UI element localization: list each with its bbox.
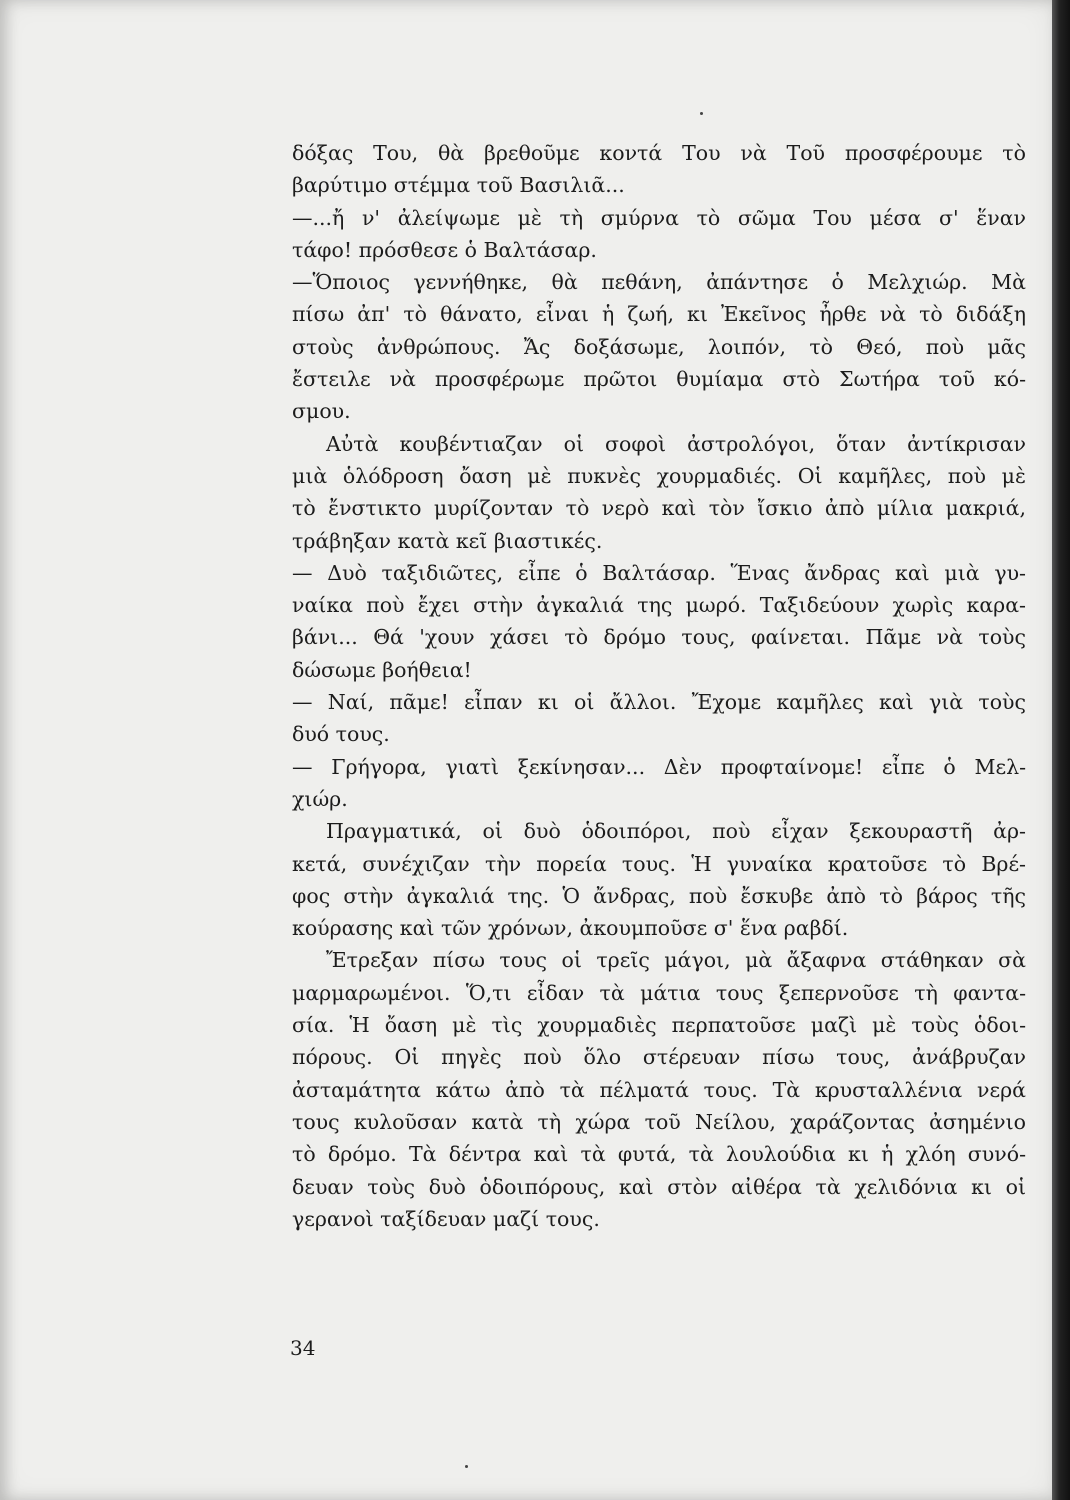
- text-line: κετά, συνέχιζαν τὴν πορεία τους. Ἡ γυναίκα κρατοῦσε τὸ Βρέ-: [292, 851, 1026, 876]
- text-line: ἔστειλε νὰ προσφέρωμε πρῶτοι θυμίαμα στὸ Σωτήρα τοῦ κό-: [292, 367, 1026, 392]
- text-line: πίσω ἀπ' τὸ θάνατο, εἶναι ἡ ζωή, κι Ἐκεῖνος ἦρθε νὰ τὸ διδάξη: [292, 302, 1026, 327]
- text-line: σμου.: [292, 399, 351, 424]
- text-line: τάφο! πρόσθεσε ὁ Βαλτάσαρ.: [292, 237, 597, 262]
- text-line: —...ἤ ν' ἀλείψωμε μὲ τὴ σμύρνα τὸ σῶμα Του μέσα σ' ἕναν: [292, 205, 1026, 230]
- text-line: τὸ ἔνστικτο μυρίζονταν τὸ νερὸ καὶ τὸν ἴσκιο ἀπὸ μίλια μακριά,: [292, 496, 1026, 521]
- text-line: ἀσταμάτητα κάτω ἀπὸ τὰ πέλματά τους. Τὰ κρυσταλλένια νερά: [292, 1077, 1026, 1102]
- text-line: ναίκα ποὺ ἔχει στὴν ἀγκαλιά της μωρό. Ταξιδεύουν χωρὶς καρα-: [292, 593, 1026, 618]
- text-line: χιώρ.: [292, 786, 348, 811]
- text-line: τράβηξαν κατὰ κεῖ βιαστικές.: [292, 528, 603, 553]
- text-line: σία. Ἡ ὄαση μὲ τὶς χουρμαδιὲς περπατοῦσε μαζὶ μὲ τοὺς ὁδοι-: [292, 1013, 1026, 1038]
- body-text: [292, 137, 1026, 1235]
- text-line: γερανοὶ ταξίδευαν μαζί τους.: [292, 1206, 600, 1231]
- text-line: —Ὅποιος γεννήθηκε, θὰ πεθάνη, ἀπάντησε ὁ Μελχιώρ. Μὰ: [292, 270, 1026, 295]
- text-line: — Γρήγορα, γιατὶ ξεκίνησαν... Δὲν προφταίνομε! εἶπε ὁ Μελ-: [292, 754, 1026, 779]
- text-line: — Ναί, πᾶμε! εἶπαν κι οἱ ἄλλοι. Ἔχομε καμῆλες καὶ γιὰ τοὺς: [292, 690, 1026, 715]
- text-line: βάνι... Θά 'χουν χάσει τὸ δρόμο τους, φαίνεται. Πᾶμε νὰ τοὺς: [292, 625, 1026, 650]
- text-line: πόρους. Οἱ πηγὲς ποὺ ὅλο στέρευαν πίσω τους, ἀνάβρυζαν: [292, 1045, 1026, 1070]
- text-line: μαρμαρωμένοι. Ὅ,τι εἶδαν τὰ μάτια τους ξεπερνοῦσε τὴ φαντα-: [292, 980, 1026, 1005]
- text-line: δυό τους.: [292, 722, 390, 747]
- text-line: βαρύτιμο στέμμα τοῦ Βασιλιᾶ...: [292, 173, 625, 198]
- print-speck: [465, 1465, 468, 1468]
- text-line: δευαν τοὺς δυὸ ὁδοιπόρους, καὶ στὸν αἰθέρα τὰ χελιδόνια κι οἱ: [292, 1174, 1026, 1199]
- text-line: Αὐτὰ κουβέντιαζαν οἱ σοφοὶ ἀστρολόγοι, ὅταν ἀντίκρισαν: [326, 431, 1026, 456]
- text-line: μιὰ ὁλόδροση ὄαση μὲ πυκνὲς χουρμαδιές. Οἱ καμῆλες, ποὺ μὲ: [292, 463, 1026, 488]
- print-speck: [700, 112, 703, 115]
- text-line: Πραγματικά, οἱ δυὸ ὁδοιπόροι, ποὺ εἶχαν ξεκουραστῆ ἀρ-: [326, 819, 1026, 844]
- text-line: Ἔτρεξαν πίσω τους οἱ τρεῖς μάγοι, μὰ ἄξαφνα στάθηκαν σὰ: [326, 948, 1026, 973]
- text-line: τους κυλοῦσαν κατὰ τὴ χώρα τοῦ Νείλου, χαράζοντας ἀσημένιο: [292, 1109, 1026, 1134]
- text-line: κούρασης καὶ τῶν χρόνων, ἀκουμποῦσε σ' ἕνα ραβδί.: [292, 916, 849, 941]
- page-edge: [1052, 0, 1070, 1500]
- text-line: στοὺς ἀνθρώπους. Ἄς δοξάσωμε, λοιπόν, τὸ Θεό, ποὺ μᾶς: [292, 334, 1026, 359]
- page-number: 34: [290, 1336, 316, 1360]
- text-line: τὸ δρόμο. Τὰ δέντρα καὶ τὰ φυτά, τὰ λουλούδια κι ἡ χλόη συνό-: [292, 1142, 1026, 1167]
- text-line: — Δυὸ ταξιδιῶτες, εἶπε ὁ Βαλτάσαρ. Ἕνας ἄνδρας καὶ μιὰ γυ-: [292, 560, 1026, 585]
- text-line: φος στὴν ἀγκαλιά της. Ὁ ἄνδρας, ποὺ ἔσκυβε ἀπὸ τὸ βάρος τῆς: [292, 883, 1026, 908]
- text-line: δόξας Του, θὰ βρεθοῦμε κοντά Του νὰ Τοῦ προσφέρουμε τὸ: [292, 141, 1026, 165]
- text-line: δώσωμε βοήθεια!: [292, 657, 472, 682]
